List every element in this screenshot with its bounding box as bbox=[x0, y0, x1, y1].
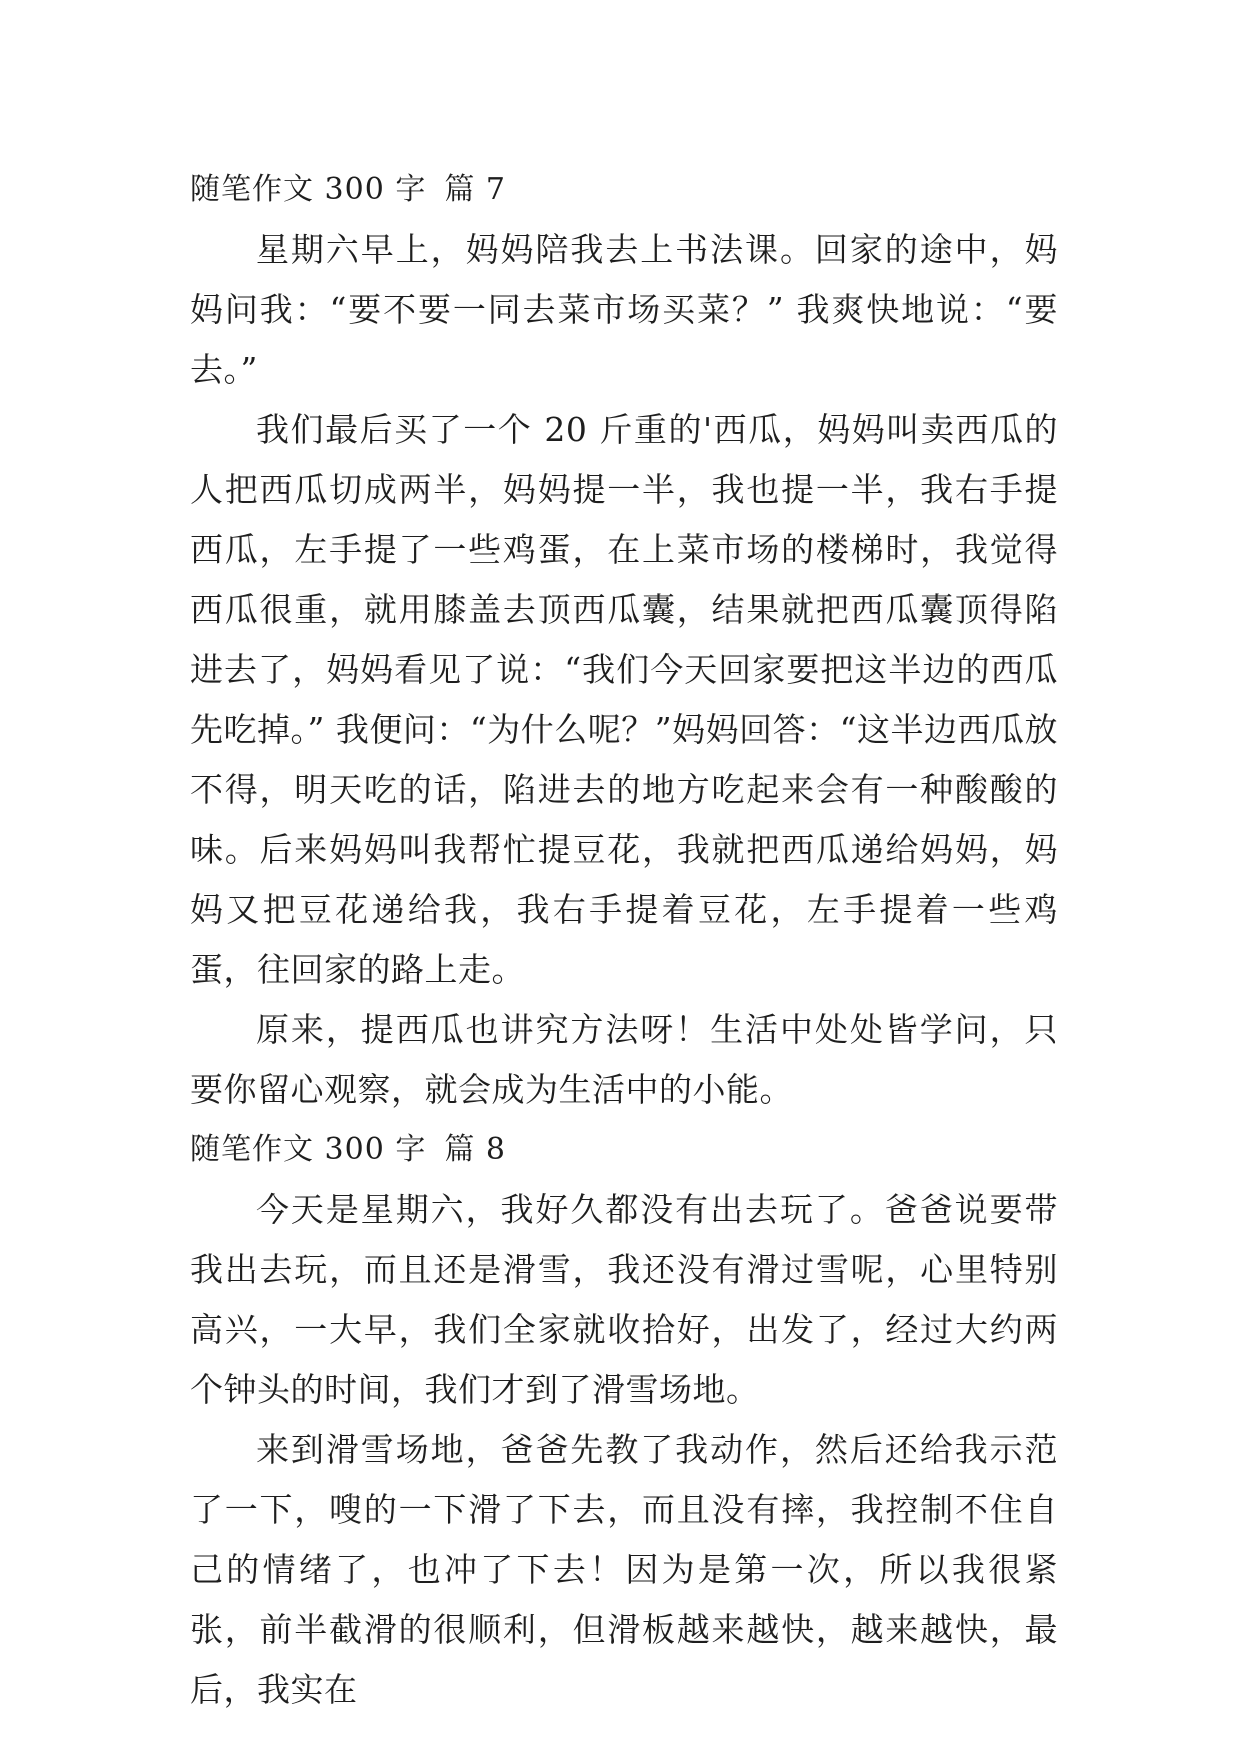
section-7-paragraph-1: 星期六早上，妈妈陪我去上书法课。回家的途中，妈妈问我：“要不要一同去菜市场买菜？” 我爽快地说：“要去。” bbox=[190, 230, 1058, 389]
section-8-heading-number: 篇 8 bbox=[444, 1132, 506, 1167]
section-8-paragraph-2: 来到滑雪场地，爸爸先教了我动作，然后还给我示范了一下，嗖的一下滑了下去，而且没有摔，我控制不住自己的情绪了，也冲了下去！因为是第一次，所以我很紧张，前半截滑的很顺利，但滑板越来越快，越来越快，最后，我实在 bbox=[190, 1430, 1058, 1709]
section-8-heading-title: 随笔作文 300 字 bbox=[190, 1132, 427, 1167]
section-7-heading-title: 随笔作文 300 字 bbox=[190, 172, 427, 207]
document-page bbox=[190, 160, 1058, 1720]
section-7-heading bbox=[190, 160, 1058, 220]
section-7-paragraph-2: 我们最后买了一个 20 斤重的'西瓜，妈妈叫卖西瓜的人把西瓜切成两半，妈妈提一半，我也提一半，我右手提西瓜，左手提了一些鸡蛋，在上菜市场的楼梯时，我觉得西瓜很重，就用膝盖去顶西瓜囊，结果就把西瓜囊顶得陷进去了，妈妈看见了说：“我们今天回家要把这半边的西瓜先吃掉。” 我便问：“为什么呢？”妈妈回答：“这半边西瓜放不得，明天吃的话，陷进去的地方吃起来会有一种酸酸的味。后来妈妈叫我帮忙提豆花，我就把西瓜递给妈妈，妈妈又把豆花递给我，我右手提着豆花，左手提着一些鸡蛋，往回家的路上走。 bbox=[190, 410, 1058, 989]
section-7-heading-number: 篇 7 bbox=[444, 172, 506, 207]
section-7-paragraph-3: 原来，提西瓜也讲究方法呀！生活中处处皆学问，只要你留心观察，就会成为生活中的小能。 bbox=[190, 1010, 1058, 1109]
section-8-heading bbox=[190, 1120, 1058, 1180]
section-8-paragraph-1: 今天是星期六，我好久都没有出去玩了。爸爸说要带我出去玩，而且还是滑雪，我还没有滑过雪呢，心里特别高兴，一大早，我们全家就收拾好，出发了，经过大约两个钟头的时间，我们才到了滑雪场地。 bbox=[190, 1190, 1058, 1409]
